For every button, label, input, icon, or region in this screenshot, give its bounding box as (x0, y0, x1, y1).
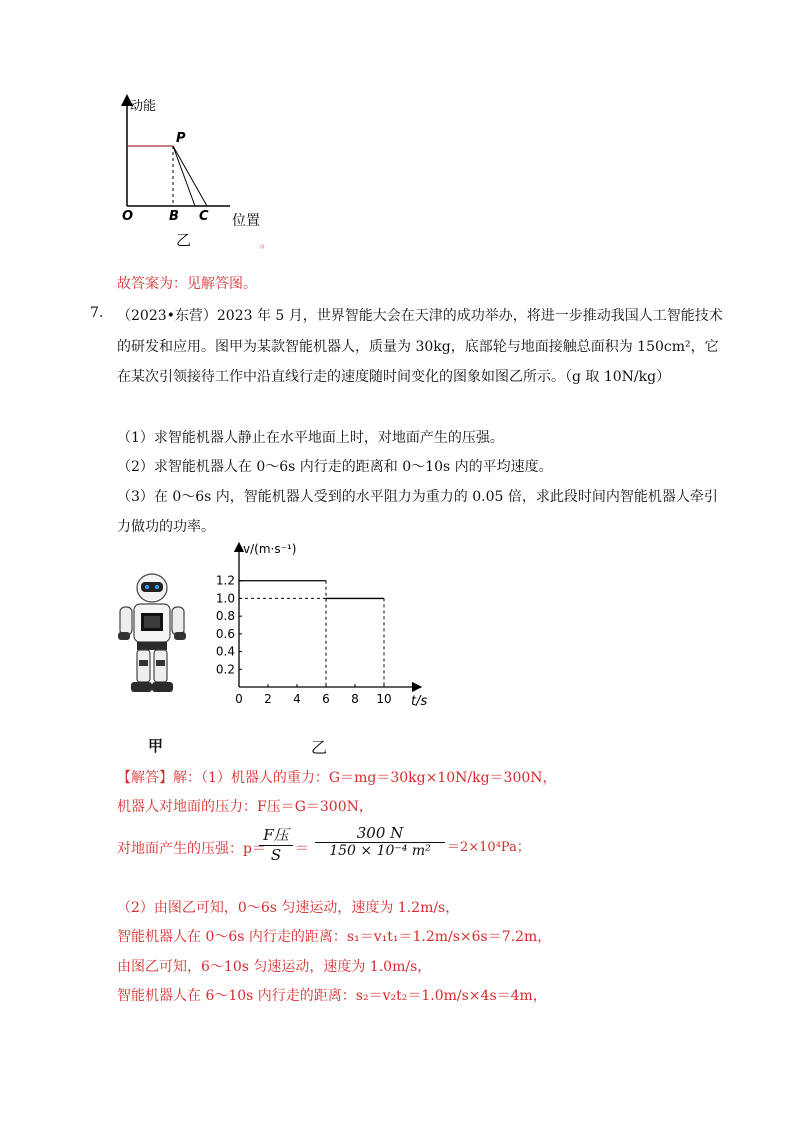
ke-slope-b (173, 146, 195, 206)
origin-label: O (122, 209, 134, 224)
previous-answer: 故答案为：见解答图。 (117, 276, 257, 292)
y-tick-label-2: 0.6 (215, 626, 235, 641)
formula-result: ＝2×10⁴Pa； (447, 840, 530, 855)
y-axis-label: 动能 (130, 99, 157, 114)
x-tick-label-1: 2 (264, 692, 272, 706)
solution-line-5: 智能机器人在 0～6s 内行走的距离：s₁＝v₁t₁＝1.2m/s×6s＝7.2m， (117, 929, 552, 945)
question-line-1: （2023•东营）2023 年 5 月，世界智能大会在天津的成功举办，将进一步推动我国人工智能技术 (117, 308, 723, 324)
question-line-2: 的研发和应用。图甲为某款智能机器人，质量为 30kg，底部轮与地面接触总面积为 150cm²，它 (117, 339, 719, 355)
point-p-label: P (176, 131, 186, 146)
subquestion-3a: （3）在 0～6s 内，智能机器人受到的水平阻力为重力的 0.05 倍，求此段时间内智能机器人牵引 (117, 489, 718, 505)
y-tick-label-0: 0.2 (215, 662, 235, 677)
figure-jia-label: 甲 (148, 737, 164, 755)
y-tick-label-1: 0.4 (215, 644, 235, 659)
y-tick-label-5: 1.2 (215, 573, 235, 588)
solution-line-4: （2）由图乙可知，0～6s 匀速运动，速度为 1.2m/s， (117, 900, 460, 916)
formula-prefix: 对地面产生的压强：p＝ (117, 841, 266, 857)
subquestion-1: （1）求智能机器人静止在水平地面上时，对地面产生的压强。 (117, 430, 504, 446)
question-number: 7. (90, 305, 104, 321)
figure-period: 。 (260, 236, 273, 250)
solution-line-1: 【解答】解：（1）机器人的重力：G＝mg＝30kg×10N/kg＝300N， (117, 770, 557, 786)
pressure-formula: 对地面产生的压强：p＝ F压 S ＝ $\frac{300 N}{\text{150 × 10⁻⁴ m²}}$ ＝2×10⁴Pa； (117, 824, 530, 864)
x-tick-label-5: 10 (376, 692, 392, 706)
fraction-1-denominator: S (259, 845, 293, 864)
y-tick-label-3: 0.8 (215, 609, 235, 624)
fraction-2-numerator: 300 N (356, 824, 404, 842)
chart-x-label: t/s (411, 694, 428, 709)
x-tick-label-2: 4 (293, 692, 301, 706)
solution-line-2: 机器人对地面的压力：F压＝G＝300N， (117, 799, 373, 815)
point-b-label: B (169, 209, 179, 224)
question-line-3: 在某次引领接待工作中沿直线行走的速度随时间变化的图象如图乙所示。（g 取 10N/kg） (117, 369, 671, 385)
x-tick-label-0: 0 (235, 692, 243, 706)
point-c-label: C (199, 209, 209, 224)
chart-y-label: v/(m·s⁻¹) (243, 542, 297, 556)
velocity-time-chart (205, 535, 445, 715)
subquestion-3b: 力做功的功率。 (117, 519, 215, 535)
x-tick-label-4: 8 (351, 692, 359, 706)
x-tick-label-3: 6 (322, 692, 330, 706)
kinetic-energy-figure (100, 88, 290, 258)
y-tick-label-4: 1.0 (215, 591, 235, 606)
subquestion-2: （2）求智能机器人在 0～6s 内行走的距离和 0～10s 内的平均速度。 (117, 459, 553, 475)
x-axis-label: 位置 (232, 213, 260, 229)
robot-image (112, 572, 192, 700)
figure-yi-label: 乙 (311, 738, 328, 757)
solution-line-6: 由图乙可知，6～10s 匀速运动，速度为 1.0m/s， (117, 959, 432, 975)
fraction-f-over-s (259, 824, 293, 864)
figure-caption: 乙 (176, 231, 192, 249)
fraction-1-numerator: F压 (263, 826, 289, 844)
fraction-2-denominator: 150 × 10⁻⁴ m² (315, 842, 445, 859)
ke-slope-c (173, 146, 207, 206)
fraction-values (315, 824, 445, 859)
solution-line-7: 智能机器人在 6～10s 内行走的距离：s₂＝v₂t₂＝1.0m/s×4s＝4m， (117, 988, 547, 1004)
